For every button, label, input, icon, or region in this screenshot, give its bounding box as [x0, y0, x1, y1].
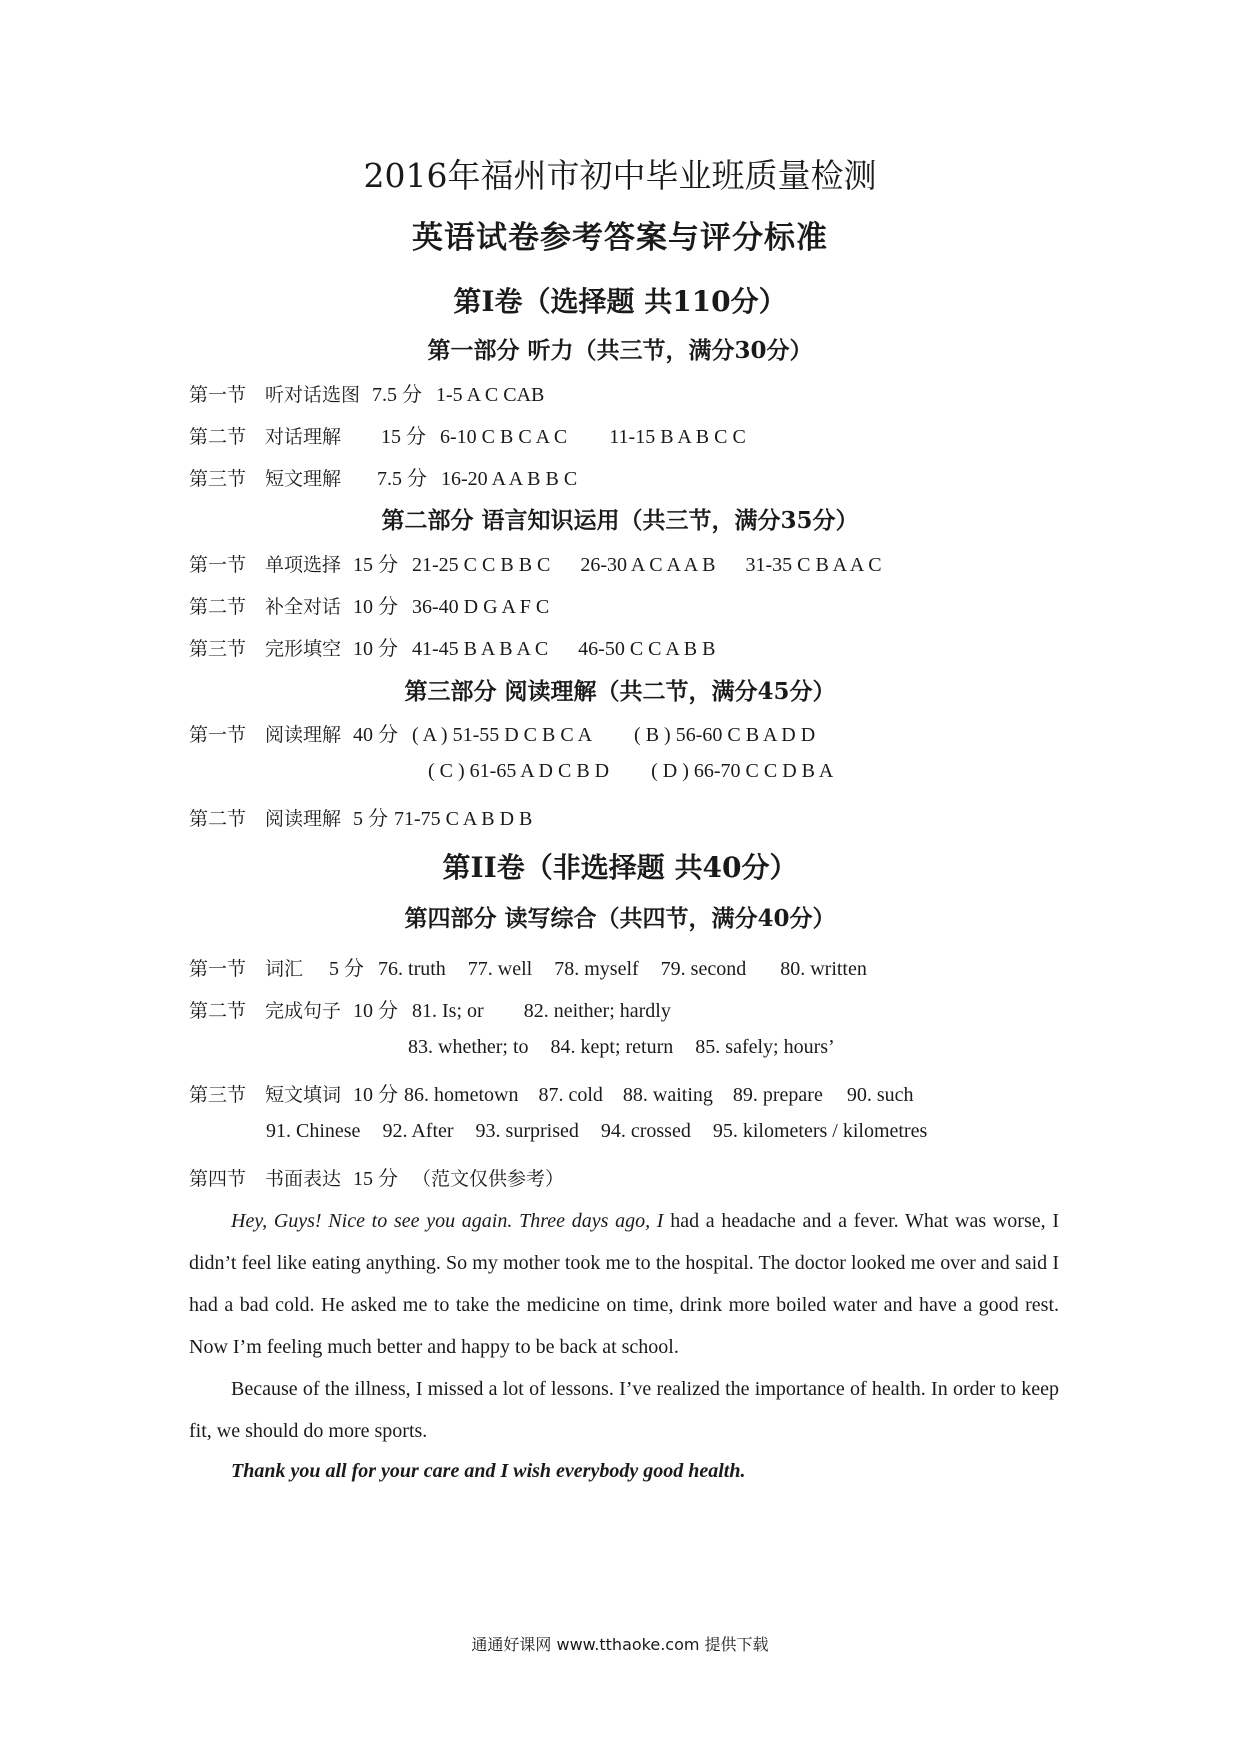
section-points: 10 分 [353, 1084, 399, 1106]
part1-title: 第一部分 听力（共三节，满分30分） [427, 337, 813, 364]
essay-paragraph: Because of the illness, I missed a lot of lessons. I’ve realized the importance of health. In order to keep fit, we should do more sports. [189, 1378, 1059, 1442]
section-label: 第四节 [189, 1168, 247, 1190]
section-label: 第三节 [189, 468, 247, 490]
answer-row [189, 994, 701, 1023]
section-points: 10 分 [353, 596, 399, 618]
answer-group: 77. well [467, 958, 533, 980]
answer-group: 93. surprised [475, 1120, 579, 1142]
answer-row-continued [266, 1120, 957, 1143]
section-label: 第三节 [189, 1084, 247, 1106]
section-label: 第三节 [189, 638, 247, 660]
part2-title: 第二部分 语言知识运用（共三节，满分35分） [381, 507, 859, 534]
answer-row-continued [408, 1036, 865, 1059]
answer-group: 94. crossed [600, 1120, 691, 1142]
answer-group: ( C ) 61-65 A D C B D [428, 760, 610, 782]
volume2-title: 第II卷（非选择题 共40分） [442, 851, 798, 884]
section-points: 40 分 [353, 724, 399, 746]
section-points: 5 分 [329, 958, 365, 980]
section-points: 10 分 [353, 638, 399, 660]
answer-row [189, 378, 574, 407]
answer-group: 1-5 A C CAB [436, 384, 545, 406]
section-points: 7.5 分 [372, 384, 423, 406]
answer-group: 85. safely; hours’ [695, 1036, 835, 1058]
answer-group: ( B ) 56-60 C B A D D [634, 724, 816, 746]
answer-group: 84. kept; return [550, 1036, 674, 1058]
answer-group: 79. second [660, 958, 747, 980]
document-title: 2016年福州市初中毕业班质量检测 [363, 156, 877, 195]
answer-group: 87. cold [538, 1084, 603, 1106]
answer-group: 86. hometown [404, 1084, 519, 1106]
answer-group: 83. whether; to [408, 1036, 529, 1058]
answer-group: 6-10 C B C A C [440, 426, 568, 448]
section-points: 10 分 [353, 1000, 399, 1022]
section-name: 短文理解 [265, 468, 342, 490]
answer-row [189, 590, 579, 619]
section-name: 阅读理解 [265, 724, 342, 746]
answer-row [189, 1162, 576, 1191]
answer-group: 95. kilometers / kilometres [712, 1120, 928, 1142]
section-points: 15 分 [381, 426, 427, 448]
section-name: 单项选择 [265, 554, 342, 576]
answer-row-continued [428, 760, 863, 783]
answer-group: 89. prepare [732, 1084, 823, 1106]
section-label: 第一节 [189, 384, 247, 406]
answer-group: 78. myself [554, 958, 639, 980]
answer-group: 90. such [846, 1084, 914, 1106]
section-label: 第二节 [189, 808, 247, 830]
section-name: 对话理解 [265, 426, 342, 448]
answer-group: 11-15 B A B C C [609, 426, 746, 448]
part4-title: 第四部分 读写综合（共四节，满分40分） [404, 905, 836, 932]
essay-closing: Thank you all for your care and I wish everybody good health. [231, 1460, 746, 1482]
answer-group: 80. written [780, 958, 867, 980]
section-label: 第二节 [189, 1000, 247, 1022]
answer-row [189, 802, 562, 831]
answer-group: 88. waiting [622, 1084, 713, 1106]
section-points: 7.5 分 [377, 468, 428, 490]
answer-row [189, 462, 607, 491]
section-name: 词汇 [265, 958, 304, 980]
answer-group: 76. truth [378, 958, 446, 980]
section-name: 短文填词 [265, 1084, 342, 1106]
answer-row [189, 632, 745, 661]
answer-group: 41-45 B A B A C [412, 638, 549, 660]
section-note: （范文仅供参考） [412, 1168, 565, 1190]
essay-paragraph [189, 1200, 1059, 1368]
section-points: 15 分 [353, 1168, 399, 1190]
essay-text: had a headache and a fever. What was worse, I didn’t feel like eating anything. So my mother took me to the hospital. The doctor looked me over and said I had a bad cold. He asked me to take the medicine on time, drink more boiled water and have a good rest. Now I’m feeling much better and happy to be back at school. [189, 1210, 1059, 1358]
section-points: 5 分 [353, 808, 389, 830]
section-name: 完成句子 [265, 1000, 342, 1022]
footer-source: 通通好课网 www.tthaoke.com 提供下载 [471, 1635, 769, 1654]
answer-row [189, 952, 897, 981]
answer-group: 21-25 C C B B C [412, 554, 551, 576]
section-label: 第二节 [189, 596, 247, 618]
section-name: 阅读理解 [265, 808, 342, 830]
section-name: 补全对话 [265, 596, 342, 618]
section-label: 第一节 [189, 554, 247, 576]
answer-group: 91. Chinese [266, 1120, 361, 1142]
answer-group: ( D ) 66-70 C C D B A [651, 760, 834, 782]
answer-group: 92. After [382, 1120, 454, 1142]
section-name: 书面表达 [265, 1168, 342, 1190]
answer-group: 16-20 A A B B C [441, 468, 578, 490]
section-label: 第二节 [189, 426, 247, 448]
answer-row [189, 1078, 944, 1107]
answer-group: ( A ) 51-55 D C B C A [412, 724, 593, 746]
essay-greeting: Hey, Guys! Nice to see you again. Three days ago, I [231, 1210, 664, 1232]
sample-essay [189, 1200, 1059, 1452]
section-label: 第一节 [189, 724, 247, 746]
part3-title: 第三部分 阅读理解（共二节，满分45分） [404, 678, 836, 705]
answer-group: 46-50 C C A B B [578, 638, 716, 660]
document-subtitle: 英语试卷参考答案与评分标准 [412, 220, 828, 256]
answer-row [189, 548, 912, 577]
section-points: 15 分 [353, 554, 399, 576]
volume1-title: 第I卷（选择题 共110分） [453, 285, 787, 318]
answer-group: 71-75 C A B D B [394, 808, 533, 830]
answer-row [189, 718, 845, 747]
answer-group: 81. Is; or [412, 1000, 484, 1022]
section-name: 完形填空 [265, 638, 342, 660]
answer-group: 31-35 C B A A C [745, 554, 882, 576]
answer-group: 26-30 A C A A B [580, 554, 716, 576]
answer-group: 82. neither; hardly [523, 1000, 671, 1022]
section-label: 第一节 [189, 958, 247, 980]
answer-row [189, 420, 776, 449]
answer-group: 36-40 D G A F C [412, 596, 550, 618]
section-name: 听对话选图 [265, 384, 361, 406]
